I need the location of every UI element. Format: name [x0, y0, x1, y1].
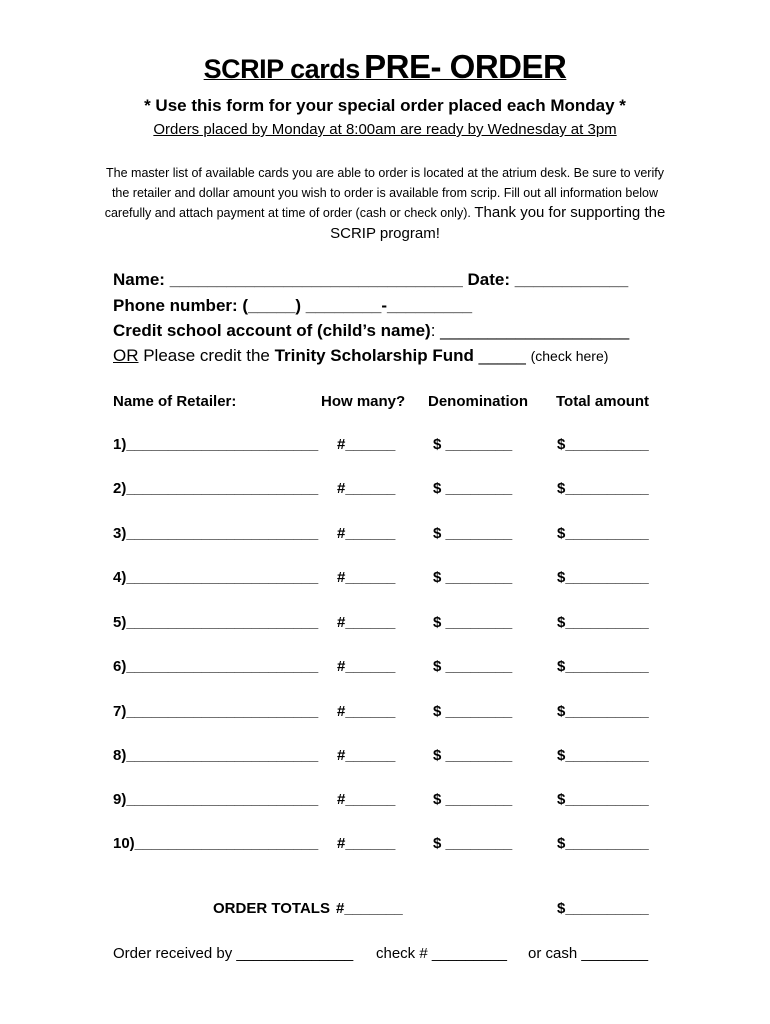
- table-row: [0, 436, 770, 458]
- denomination-field[interactable]: $ ________: [433, 436, 513, 453]
- table-row: [0, 614, 770, 636]
- table-row: [0, 835, 770, 857]
- name-date-line: [113, 270, 713, 290]
- denomination-field[interactable]: $ ________: [433, 658, 513, 675]
- total-field[interactable]: $__________: [557, 480, 649, 497]
- table-row: [0, 658, 770, 680]
- quantity-field[interactable]: #______: [337, 835, 396, 852]
- credit-label: Credit school account of (child’s name): [113, 321, 431, 340]
- denomination-field[interactable]: $ ________: [433, 703, 513, 720]
- retailer-field[interactable]: 8)_______________________: [113, 747, 319, 764]
- intro-text: The master list of available cards you are able to order is located at the atrium desk. Be sure to verify the retailer and dollar amount you wish to order is available from scrip. Fill out all information below carefully and attach payment at time of order (cash or check only).: [104, 166, 664, 220]
- total-field[interactable]: $__________: [557, 658, 649, 675]
- order-totals-quantity-field[interactable]: #_______: [336, 900, 403, 917]
- name-label: Name:: [113, 270, 170, 289]
- quantity-field[interactable]: #______: [337, 436, 396, 453]
- quantity-field[interactable]: #______: [337, 747, 396, 764]
- denomination-field[interactable]: $ ________: [433, 791, 513, 808]
- denomination-field[interactable]: $ ________: [433, 480, 513, 497]
- order-totals-amount-field[interactable]: $__________: [557, 900, 649, 917]
- table-row: [0, 747, 770, 769]
- phone-line: [113, 296, 713, 316]
- total-field[interactable]: $__________: [557, 525, 649, 542]
- title-part-2: PRE- ORDER: [364, 48, 567, 85]
- denomination-field[interactable]: $ ________: [433, 747, 513, 764]
- header-denomination: Denomination: [428, 393, 528, 410]
- quantity-field[interactable]: #______: [337, 614, 396, 631]
- subtitle: * Use this form for your special order placed each Monday *: [144, 96, 626, 115]
- check-here-label: (check here): [530, 348, 609, 364]
- name-field[interactable]: _______________________________: [169, 270, 463, 289]
- header-retailer: Name of Retailer:: [113, 393, 237, 410]
- quantity-field[interactable]: #______: [337, 569, 396, 586]
- retailer-field[interactable]: 4)_______________________: [113, 569, 319, 586]
- cash-field[interactable]: or cash ________: [528, 945, 649, 962]
- or-label: OR: [113, 346, 139, 365]
- header-total: Total amount: [556, 393, 650, 410]
- phone-label: Phone number:: [113, 296, 243, 315]
- denomination-field[interactable]: $ ________: [433, 614, 513, 631]
- retailer-field[interactable]: 7)_______________________: [113, 703, 319, 720]
- order-totals-label: ORDER TOTALS: [213, 900, 330, 917]
- denomination-field[interactable]: $ ________: [433, 525, 513, 542]
- credit-account-line: [113, 321, 713, 341]
- denomination-field[interactable]: $ ________: [433, 569, 513, 586]
- quantity-field[interactable]: #______: [337, 480, 396, 497]
- total-field[interactable]: $__________: [557, 747, 649, 764]
- check-number-field[interactable]: check # _________: [376, 945, 507, 962]
- total-field[interactable]: $__________: [557, 569, 649, 586]
- retailer-field[interactable]: 5)_______________________: [113, 614, 319, 631]
- quantity-field[interactable]: #______: [337, 658, 396, 675]
- table-row: [0, 480, 770, 502]
- quantity-field[interactable]: #______: [337, 525, 396, 542]
- title-part-1: SCRIP cards: [203, 54, 360, 84]
- credit-text: Please credit the: [138, 346, 275, 365]
- table-row: [0, 791, 770, 813]
- retailer-field[interactable]: 3)_______________________: [113, 525, 319, 542]
- intro-paragraph: [100, 164, 670, 244]
- retailer-field[interactable]: 6)_______________________: [113, 658, 319, 675]
- page-title: [0, 48, 770, 86]
- phone-field[interactable]: (_____) ________-_________: [242, 296, 473, 315]
- retailer-field[interactable]: 10)______________________: [113, 835, 319, 852]
- total-field[interactable]: $__________: [557, 436, 649, 453]
- table-row: [0, 525, 770, 547]
- table-row: [0, 703, 770, 725]
- fund-label: Trinity Scholarship Fund: [274, 346, 474, 365]
- total-field[interactable]: $__________: [557, 703, 649, 720]
- retailer-field[interactable]: 9)_______________________: [113, 791, 319, 808]
- quantity-field[interactable]: #______: [337, 791, 396, 808]
- child-name-field[interactable]: : ____________________: [430, 321, 630, 340]
- total-field[interactable]: $__________: [557, 791, 649, 808]
- ready-line: Orders placed by Monday at 8:00am are ready by Wednesday at 3pm: [153, 121, 617, 138]
- date-field[interactable]: ____________: [514, 270, 629, 289]
- table-row: [0, 569, 770, 591]
- retailer-field[interactable]: 2)_______________________: [113, 480, 319, 497]
- date-label: Date:: [462, 270, 515, 289]
- scholarship-line: [113, 346, 713, 366]
- order-received-by-field[interactable]: Order received by ______________: [113, 945, 354, 962]
- total-field[interactable]: $__________: [557, 614, 649, 631]
- denomination-field[interactable]: $ ________: [433, 835, 513, 852]
- quantity-field[interactable]: #______: [337, 703, 396, 720]
- fund-check-field[interactable]: _____: [473, 346, 531, 365]
- header-how-many: How many?: [321, 393, 406, 410]
- thanks-text: Thank you for supporting the SCRIP program!: [330, 204, 666, 242]
- total-field[interactable]: $__________: [557, 835, 649, 852]
- retailer-field[interactable]: 1)_______________________: [113, 436, 319, 453]
